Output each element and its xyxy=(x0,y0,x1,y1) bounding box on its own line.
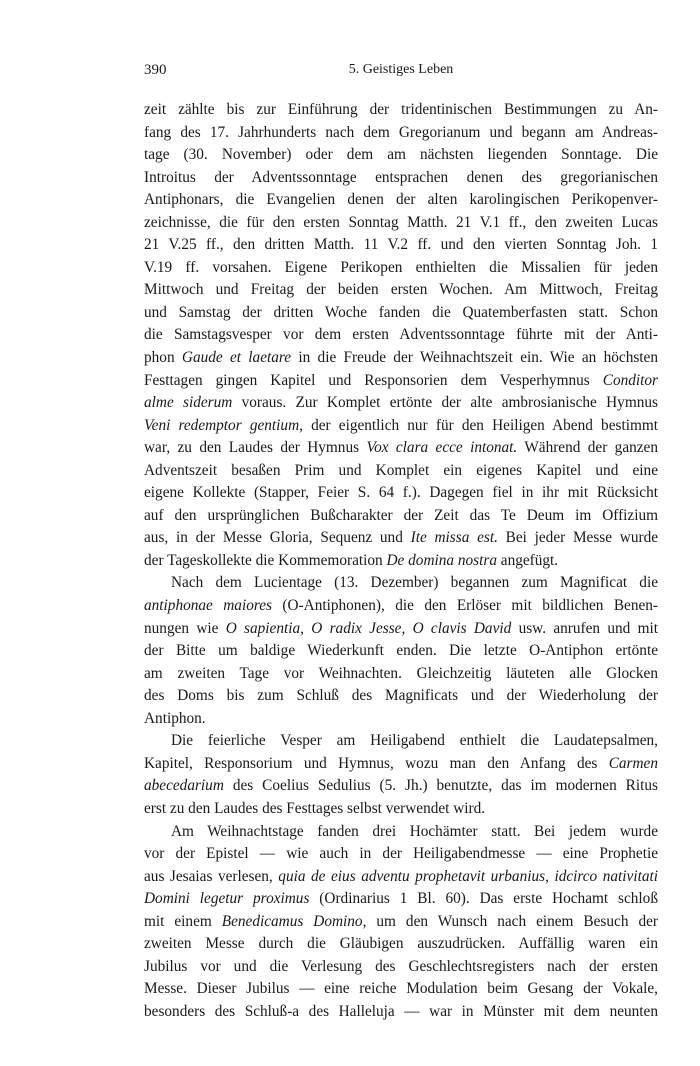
text-line xyxy=(144,640,658,663)
text-line xyxy=(144,978,658,1001)
text-line xyxy=(144,257,658,280)
text-run: Jubilus vor und die Verlesung des Geschlechtsregisters nach der ersten xyxy=(144,957,658,975)
italic-phrase: Carmen xyxy=(608,754,658,772)
text-line xyxy=(144,866,658,889)
text-line xyxy=(144,730,658,753)
paragraph xyxy=(144,99,658,572)
text-line xyxy=(144,775,658,798)
text-run: (Ordinarius 1 Bl. 60). Das erste Hochamt schloß xyxy=(309,890,658,908)
text-run: war, zu den Laudes der Hymnus xyxy=(144,439,367,457)
text-run: aus Jesaias verlesen, xyxy=(144,867,279,885)
text-run: in die Freude der Weihnachtszeit ein. Wie an höchsten xyxy=(291,349,658,367)
text-run: Während der ganzen xyxy=(517,439,658,457)
text-line xyxy=(144,933,658,956)
text-run: Nach dem Lucientage (13. Dezember) begannen zum Magnificat die xyxy=(171,574,658,592)
text-run: Antiphonars, die Evangelien denen der alten karolingischen Perikopenver- xyxy=(144,191,658,209)
text-run: Festtagen gingen Kapitel und Responsorien dem Vesperhymnus xyxy=(144,371,603,389)
text-line xyxy=(144,505,658,528)
text-run: um den Wunsch nach einem Besuch der xyxy=(366,912,658,930)
text-line xyxy=(144,99,658,122)
text-line xyxy=(144,843,658,866)
text-line xyxy=(144,167,658,190)
paragraph xyxy=(144,730,658,820)
text-run: zeit zählte bis zur Einführung der tridentinischen Bestimmungen zu An- xyxy=(144,101,658,118)
text-line xyxy=(144,415,658,438)
text-run: mit einem xyxy=(144,912,222,930)
text-run: Die feierliche Vesper am Heiligabend enthielt die Laudatepsalmen, xyxy=(171,732,658,750)
text-line xyxy=(144,888,658,911)
paragraph xyxy=(144,821,658,1024)
text-run: des Doms bis zum Schluß des Magnificats und der Wiederholung der xyxy=(144,687,658,705)
text-run: V.19 ff. vorsahen. Eigene Perikopen enthielten die Missalien für jeden xyxy=(144,258,658,276)
page-header xyxy=(144,62,658,84)
text-line xyxy=(144,753,658,776)
text-line xyxy=(144,212,658,235)
text-run: nungen wie xyxy=(144,619,226,637)
text-run: Adventszeit besaßen Prim und Komplet ein eigenes Kapitel und eine xyxy=(144,461,658,479)
text-run: Introitus der Adventssonntage entsprachen denen des gregorianischen xyxy=(144,168,658,186)
text-line xyxy=(144,392,658,415)
text-run: der Tageskollekte die Kommemoration xyxy=(144,551,387,569)
text-run: der eigentlich nur für den Heiligen Abend bestimmt xyxy=(302,416,658,434)
text-run: besonders des Schluß-a des Halleluja — war in Münster mit dem neunten xyxy=(144,1002,658,1020)
text-line xyxy=(144,527,658,550)
text-run: angefügt. xyxy=(496,551,559,569)
text-run: eigene Kollekte (Stapper, Feier S. 64 f.). Dagegen fiel in ihr mit Rücksicht xyxy=(144,484,658,502)
text-line xyxy=(144,279,658,302)
italic-phrase: Veni redemptor gentium, xyxy=(144,416,303,434)
italic-phrase: O sapientia, O radix Jesse, O clavis David xyxy=(225,619,512,637)
italic-phrase: antiphonae maiores xyxy=(144,597,272,615)
text-run: fang des 17. Jahrhunderts nach dem Gregorianum und begann am Andreas- xyxy=(144,123,658,141)
italic-phrase: abecedarium xyxy=(144,777,224,795)
text-run: auf den ursprünglichen Bußcharakter der Zeit das Te Deum im Offizium xyxy=(144,506,658,524)
text-line xyxy=(144,460,658,483)
text-line xyxy=(144,550,658,573)
text-line xyxy=(144,685,658,708)
text-line xyxy=(144,347,658,370)
italic-phrase: alme siderum xyxy=(144,394,233,412)
body-text xyxy=(144,99,658,1023)
text-run: erst zu den Laudes des Festtages selbst verwendet wird. xyxy=(144,799,486,817)
text-line xyxy=(144,370,658,393)
text-run: Mittwoch und Freitag der beiden ersten Wochen. Am Mittwoch, Freitag xyxy=(144,281,658,299)
text-run: aus, in der Messe Gloria, Sequenz und xyxy=(144,529,411,547)
text-run: tage (30. November) oder dem am nächsten liegenden Sonntage. Die xyxy=(144,146,658,164)
running-head: 5. Geistiges Leben xyxy=(348,62,454,77)
italic-phrase: Benedicamus Domino, xyxy=(221,912,367,930)
text-run: der Bitte um baldige Wiederkunft enden. Die letzte O-Antiphon ertönte xyxy=(144,642,658,660)
text-run: die Samstagsvesper vor dem ersten Adventssonntage führte mit der Anti- xyxy=(144,326,658,344)
page-number: 390 xyxy=(144,62,167,78)
text-run: (O-Antiphonen), die den Erlöser mit bildlichen Benen- xyxy=(271,597,659,615)
italic-phrase: Vox clara ecce intonat. xyxy=(366,439,518,457)
text-line xyxy=(144,482,658,505)
text-run: und Samstag der dritten Woche fanden die Quatemberfasten statt. Schon xyxy=(144,303,658,321)
text-line xyxy=(144,595,658,618)
text-line xyxy=(144,324,658,347)
text-run: Antiphon. xyxy=(144,709,206,727)
text-run: 21 V.25 ff., den dritten Matth. 11 V.2 ff. und den vierten Sonntag Joh. 1 xyxy=(144,236,658,254)
italic-phrase: quia de eius adventu prophetavit urbanius, idcirco nativitati xyxy=(278,867,658,885)
italic-phrase: Domini legetur proximus xyxy=(144,890,310,908)
italic-phrase: Conditor xyxy=(602,371,658,389)
text-line xyxy=(144,663,658,686)
text-run: Kapitel, Responsorium und Hymnus, wozu man den Anfang des xyxy=(144,754,609,772)
italic-phrase: Ite missa est. xyxy=(410,529,498,547)
text-line xyxy=(144,798,658,821)
paragraph xyxy=(144,572,658,730)
text-line xyxy=(144,122,658,145)
text-line xyxy=(144,302,658,325)
text-line xyxy=(144,234,658,257)
italic-phrase: De domina nostra xyxy=(386,551,497,569)
text-line xyxy=(144,1001,658,1024)
text-run: Messe. Dieser Jubilus — eine reiche Modulation beim Gesang der Vokale, xyxy=(144,980,658,998)
text-run: zweiten Messe durch die Gläubigen auszudrücken. Auffällig waren ein xyxy=(144,935,658,953)
text-run: usw. anrufen und mit xyxy=(511,619,658,637)
text-line xyxy=(144,708,658,731)
text-run: Am Weihnachtstage fanden drei Hochämter statt. Bei jedem wurde xyxy=(171,822,658,840)
text-line xyxy=(144,437,658,460)
text-line xyxy=(144,189,658,212)
text-line xyxy=(144,821,658,844)
text-run: des Coelius Sedulius (5. Jh.) benutzte, das im modernen Ritus xyxy=(223,777,658,795)
text-run: phon xyxy=(144,349,182,367)
text-run: am zweiten Tage vor Weihnachten. Gleichzeitig läuteten alle Glocken xyxy=(144,664,658,682)
text-run: voraus. Zur Komplet ertönte der alte ambrosianische Hymnus xyxy=(232,394,658,412)
text-run: Bei jeder Messe wurde xyxy=(497,529,659,547)
text-line xyxy=(144,144,658,167)
text-line xyxy=(144,956,658,979)
text-run: zeichnisse, die für den ersten Sonntag Matth. 21 V.1 ff., den zweiten Lucas xyxy=(144,213,658,231)
text-line xyxy=(144,572,658,595)
text-line xyxy=(144,911,658,934)
italic-phrase: Gaude et laetare xyxy=(181,349,292,367)
text-run: vor der Epistel — wie auch in der Heiligabendmesse — eine Prophetie xyxy=(144,845,658,863)
text-line xyxy=(144,618,658,641)
